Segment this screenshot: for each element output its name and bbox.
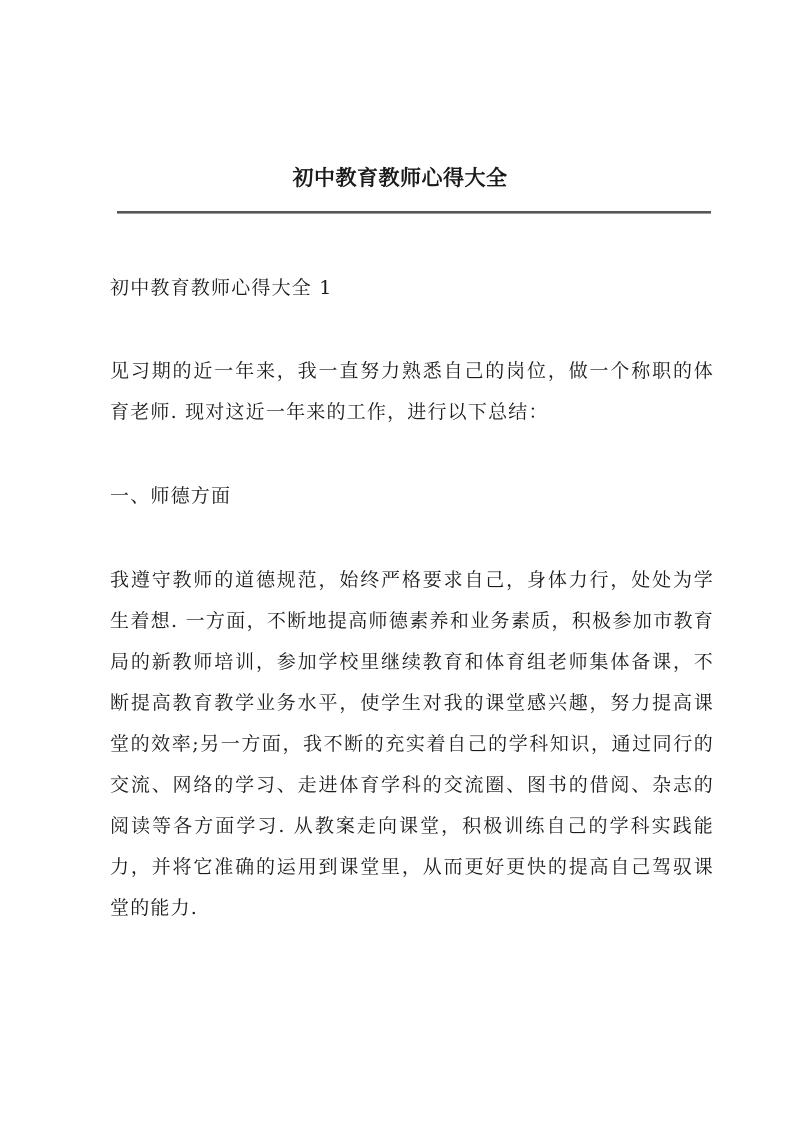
paragraph-intro: 见习期的近一年来，我一直努力熟悉自己的岗位，做一个称职的体育老师. 现对这近一年来的工作，进行以下总结： <box>110 360 714 423</box>
title-divider <box>117 211 711 214</box>
document-title: 初中教育教师心得大全 <box>292 165 508 190</box>
section-heading-ethics: 一、师德方面 <box>110 485 232 507</box>
paragraph-ethics: 我遵守教师的道德规范，始终严格要求自己，身体力行，处处为学生着想. 一方面，不断地提高师德素养和业务素质，积极参加市教育局的新教师培训，参加学校里继续教育和体育组老师集体备课，不断提高教育教学业务水平，使学生对我的课堂感兴趣，努力提高课堂的效率;另一方面，我不断的充实着自己的学科知识，通过同行的交流、网络的学习、走进体育学科的交流圈、图书的借阅、杂志的阅读等各方面学习. 从教案走向课堂，积极训练自己的学科实践能力，并将它准确的运用到课堂里，从而更好更快的提高自己驾驭课堂的能力. <box>110 569 714 919</box>
document-subtitle: 初中教育教师心得大全 1 <box>110 277 333 299</box>
